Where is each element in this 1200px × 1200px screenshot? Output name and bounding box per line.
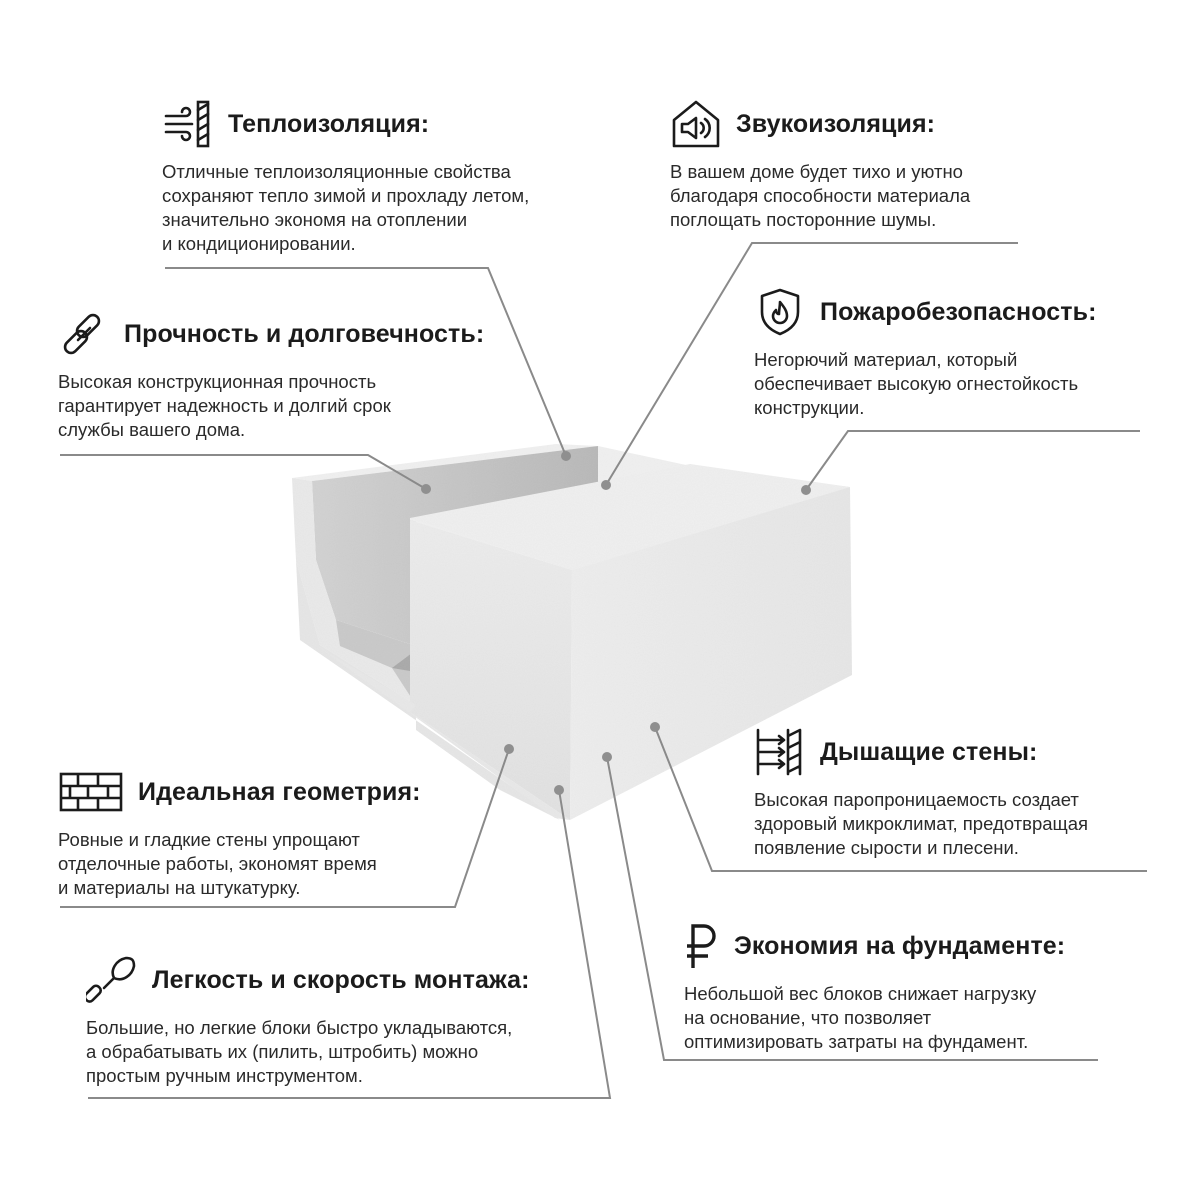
desc-line: Большие, но легкие блоки быстро укладываются, (86, 1017, 513, 1038)
desc-line: службы вашего дома. (58, 419, 246, 440)
dot-fire (801, 485, 811, 495)
dot-sound (601, 480, 611, 490)
feature-breathing-head (754, 726, 1088, 778)
desc-line: на основание, что позволяет (684, 1007, 932, 1028)
feature-fire-desc (754, 348, 1097, 420)
desc-line: и материалы на штукатурку. (58, 877, 301, 898)
breathing-wall-icon (754, 726, 806, 778)
feature-mounting-desc (86, 1016, 530, 1088)
dot-breathing (650, 722, 660, 732)
leader-fire (806, 431, 1140, 490)
feature-breathing-title: Дышащие стены: (820, 737, 1038, 766)
feature-geometry-desc (58, 828, 421, 900)
desc-line: благодаря способности материала (670, 185, 971, 206)
desc-line: оптимизировать затраты на фундамент. (684, 1031, 1029, 1052)
feature-foundation-head (684, 920, 1065, 972)
feature-foundation-desc (684, 982, 1065, 1054)
desc-line: а обрабатывать их (пилить, штробить) можно (86, 1041, 479, 1062)
shield-flame-icon (754, 286, 806, 338)
ruble-icon (684, 920, 720, 972)
feature-breathing-desc (754, 788, 1088, 860)
desc-line: поглощать посторонние шумы. (670, 209, 937, 230)
desc-line: Небольшой вес блоков снижает нагрузку (684, 983, 1037, 1004)
desc-line: значительно экономя на отоплении (162, 209, 468, 230)
feature-fire-head (754, 286, 1097, 338)
dot-geometry (504, 744, 514, 754)
desc-line: появление сырости и плесени. (754, 837, 1019, 858)
wind-wall-icon (162, 98, 214, 150)
desc-line: здоровый микроклимат, предотвращая (754, 813, 1089, 834)
desc-line: Ровные и гладкие стены упрощают (58, 829, 360, 850)
feature-fire-title: Пожаробезопасность: (820, 297, 1097, 326)
dot-foundation (602, 752, 612, 762)
desc-line: обеспечивает высокую огнестойкость (754, 373, 1079, 394)
feature-sound (670, 98, 970, 232)
chain-link-icon (58, 308, 110, 360)
feature-thermal (162, 98, 529, 256)
feature-geometry-head (58, 766, 421, 818)
dot-thermal (561, 451, 571, 461)
feature-sound-title: Звукоизоляция: (736, 109, 936, 138)
desc-line: В вашем доме будет тихо и уютно (670, 161, 963, 182)
feature-foundation-title: Экономия на фундаменте: (734, 931, 1066, 960)
brick-wall-icon (58, 766, 124, 818)
trowel-icon (86, 954, 138, 1006)
dot-mounting (554, 785, 564, 795)
feature-thermal-desc (162, 160, 529, 256)
desc-line: гарантирует надежность и долгий срок (58, 395, 391, 416)
desc-line: отделочные работы, экономят время (58, 853, 377, 874)
feature-strength (58, 308, 484, 442)
feature-mounting-head (86, 954, 530, 1006)
house-speaker-icon (670, 98, 722, 150)
feature-geometry (58, 766, 421, 900)
feature-fire (754, 286, 1097, 420)
feature-sound-desc (670, 160, 970, 232)
desc-line: и кондиционировании. (162, 233, 356, 254)
feature-mounting-title: Легкость и скорость монтажа: (152, 965, 530, 994)
feature-foundation (684, 920, 1065, 1054)
feature-thermal-head (162, 98, 529, 150)
feature-breathing (754, 726, 1088, 860)
desc-line: Отличные теплоизоляционные свойства (162, 161, 511, 182)
feature-sound-head (670, 98, 970, 150)
desc-line: конструкции. (754, 397, 865, 418)
dot-strength (421, 484, 431, 494)
feature-geometry-title: Идеальная геометрия: (138, 777, 421, 806)
feature-strength-desc (58, 370, 484, 442)
desc-line: Высокая конструкционная прочность (58, 371, 377, 392)
desc-line: простым ручным инструментом. (86, 1065, 363, 1086)
desc-line: Высокая паропроницаемость создает (754, 789, 1079, 810)
feature-mounting (86, 954, 530, 1088)
feature-strength-head (58, 308, 484, 360)
desc-line: сохраняют тепло зимой и прохладу летом, (162, 185, 530, 206)
feature-thermal-title: Теплоизоляция: (228, 109, 430, 138)
desc-line: Негорючий материал, который (754, 349, 1018, 370)
feature-strength-title: Прочность и долговечность: (124, 319, 485, 348)
